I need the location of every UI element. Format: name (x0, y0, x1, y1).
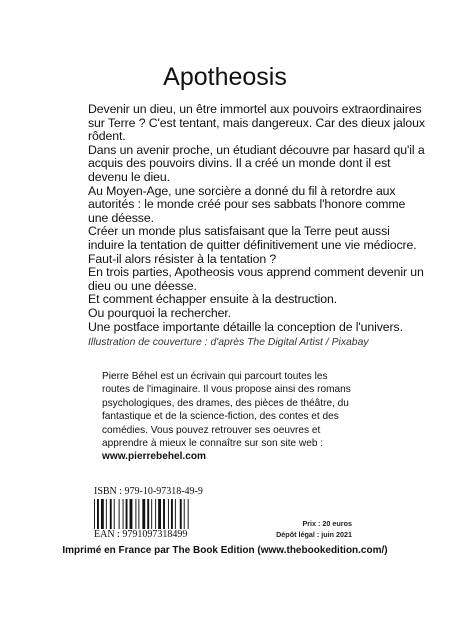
author-bio (102, 370, 352, 464)
blurb-paragraph: Au Moyen-Age, une sorcière a donné du fil à retordre aux autorités : le monde créé pour ses sabbats l'honore comme une déesse. (88, 183, 406, 225)
blurb-paragraph: Dans un avenir proche, un étudiant découvre par hasard qu'il a acquis des pouvoirs divins. Il a créé un monde dont il est devenu le dieu. (88, 142, 425, 184)
printer-imprint: Imprimé en France par The Book Edition (www.thebookedition.com/) (62, 545, 388, 556)
ean: EAN : 9791097318499 (94, 529, 188, 540)
blurb-paragraph: Ou pourquoi la rechercher. (88, 305, 231, 320)
blurb-paragraph: Créer un monde plus satisfaisant que la Terre peut aussi induire la tentation de quitter définitivement une vie médiocre. Faut-il alors résister à la tentation ? (88, 224, 417, 266)
barcode-image (94, 499, 198, 529)
blurb-paragraph: Une postface importante détaille la conception de l'univers. (88, 319, 403, 334)
legal-deposit: Dépôt légal : juin 2021 (276, 530, 352, 539)
price: Prix : 20 euros (302, 519, 352, 528)
author-bio-text: Pierre Béhel est un écrivain qui parcourt toutes les routes de l'imaginaire. Il vous propose ainsi des romans psychologiques, des drames, des pièces de théâtre, du fantastique et de la science-fiction, des contes et des comédies. Vous pouvez retrouver ses oeuvres et apprendre à mieux le connaître sur son site web : (102, 371, 351, 450)
cover-illustration-credit: Illustration de couverture : d'après The Digital Artist / Pixabay (88, 337, 369, 348)
blurb-paragraph: En trois parties, Apotheosis vous apprend comment devenir un dieu ou une déesse. (88, 265, 424, 293)
book-title: Apotheosis (163, 63, 287, 91)
blurb-paragraph: Et comment échapper ensuite à la destruction. (88, 292, 338, 307)
isbn: ISBN : 979-10-97318-49-9 (94, 486, 203, 497)
author-website: www.pierrebehel.com (102, 451, 206, 463)
blurb (88, 103, 428, 334)
price-block (276, 518, 352, 540)
blurb-paragraph: Devenir un dieu, un être immortel aux pouvoirs extraordinaires sur Terre ? C'est tentant, mais dangereux. Car des dieux jaloux rôdent. (88, 102, 425, 144)
